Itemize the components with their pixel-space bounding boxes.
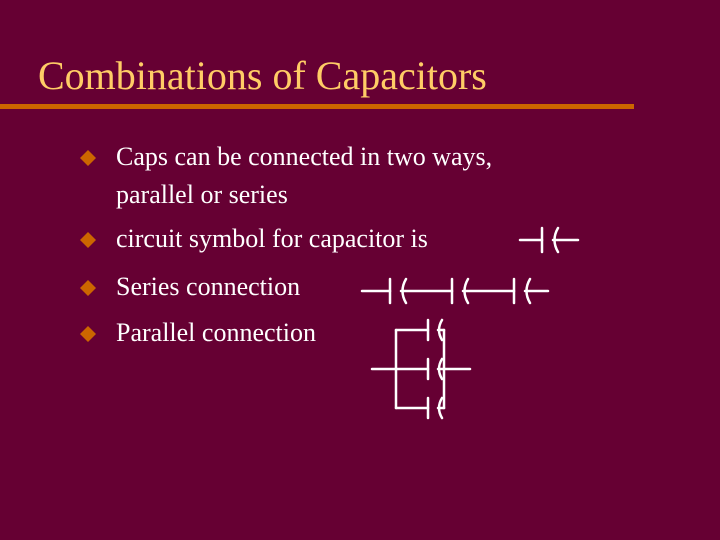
diamond-bullet-icon	[80, 280, 96, 296]
bullet-continuation-1: parallel or series	[116, 180, 288, 209]
bullet-text-4: Parallel connection	[116, 318, 316, 347]
title-underline	[0, 104, 634, 109]
parallel-capacitors-diagram	[372, 316, 482, 424]
bullet-text-3: Series connection	[116, 272, 301, 301]
bullet-text-1: Caps can be connected in two ways,	[116, 142, 493, 171]
diamond-bullet-icon	[80, 232, 96, 248]
capacitor-symbol-icon	[520, 226, 590, 254]
diamond-bullet-icon	[80, 150, 96, 166]
slide-title: Combinations of Capacitors	[38, 53, 487, 98]
diamond-bullet-icon	[80, 326, 96, 342]
series-capacitors-diagram	[362, 276, 552, 306]
bullet-text-2: circuit symbol for capacitor is	[116, 224, 428, 253]
